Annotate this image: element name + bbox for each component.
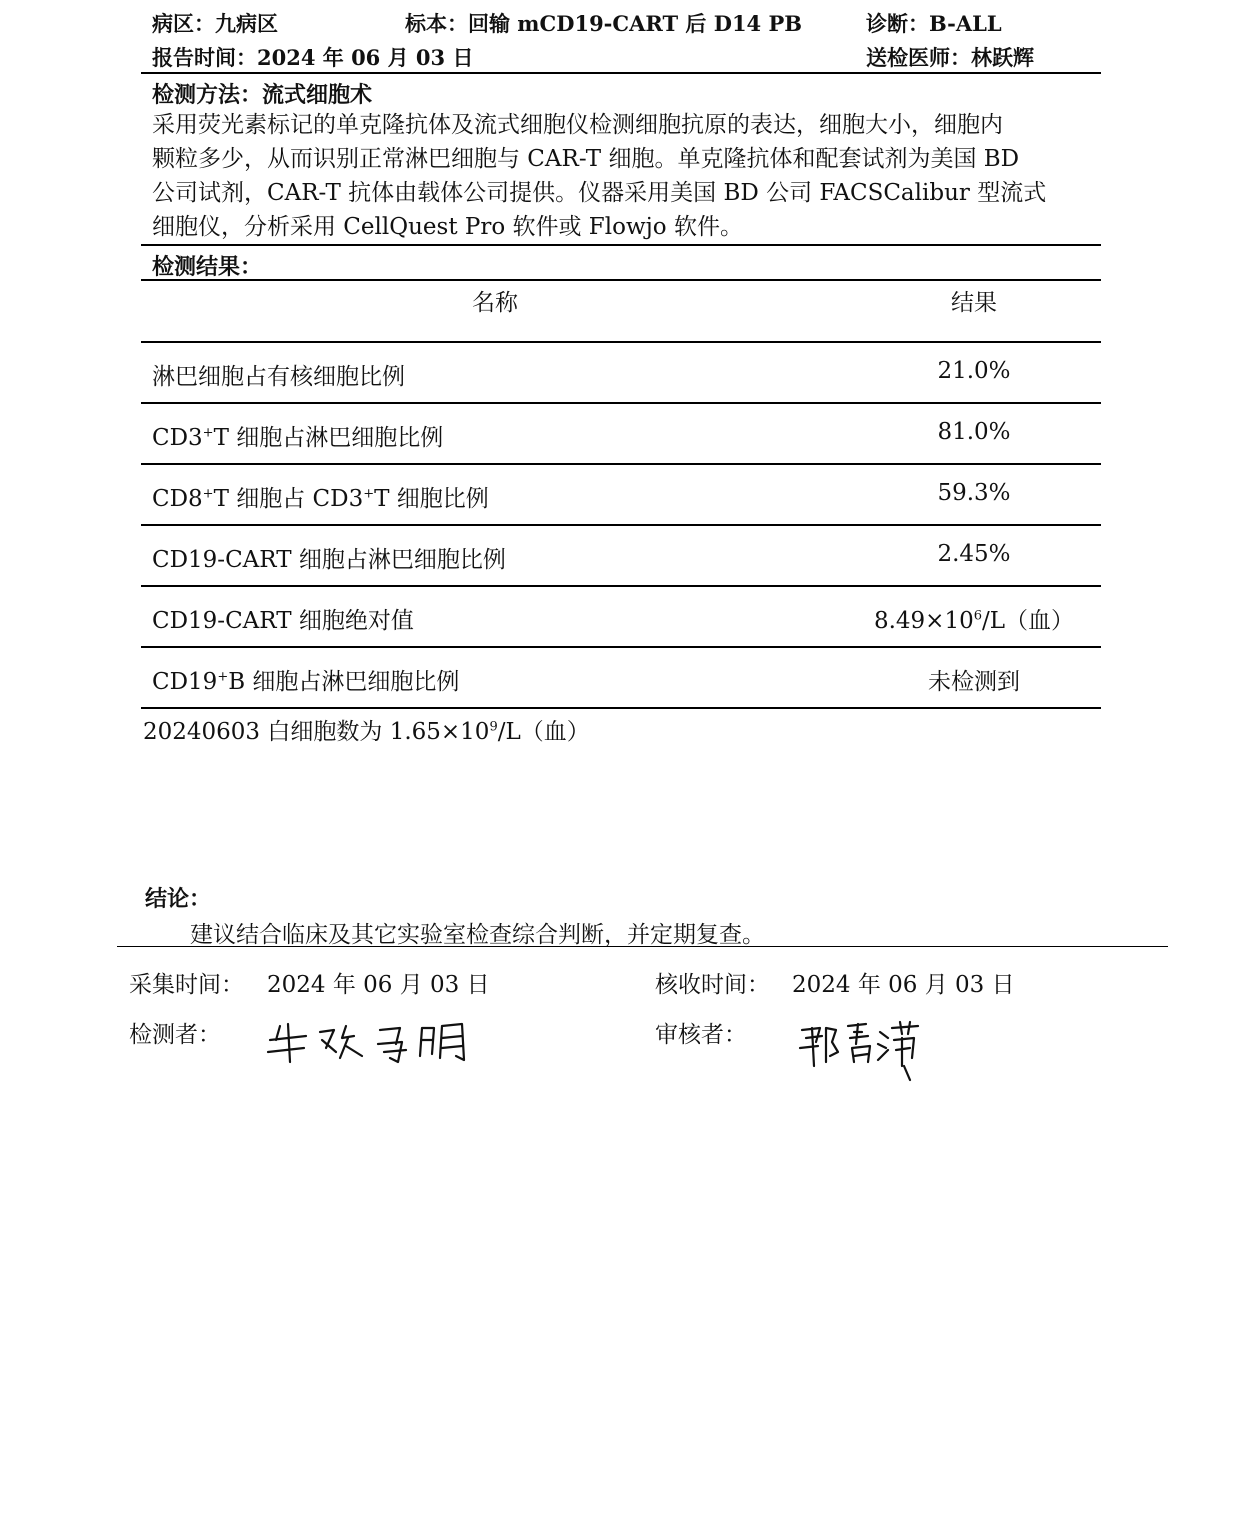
result-row-name bbox=[152, 358, 405, 391]
row-value-unit: /L（血） bbox=[982, 608, 1075, 634]
report-time bbox=[152, 42, 473, 72]
specimen-value: 回输 mCD19-CART 后 D14 PB bbox=[468, 11, 803, 36]
result-row-value bbox=[824, 663, 1124, 696]
row-divider bbox=[141, 463, 1101, 465]
table-header-divider bbox=[141, 341, 1101, 343]
result-row-value bbox=[824, 419, 1124, 445]
specimen-label: 标本： bbox=[405, 11, 468, 36]
reviewer-label: 审核者： bbox=[655, 1022, 747, 1048]
ward bbox=[152, 8, 278, 38]
diagnosis-label: 诊断： bbox=[866, 11, 929, 36]
row-value-text: 81.0% bbox=[937, 419, 1011, 445]
report-time-label: 报告时间： bbox=[152, 45, 257, 70]
superscript: 9 bbox=[489, 719, 498, 735]
tester-label: 检测者： bbox=[129, 1022, 221, 1048]
row-name-text: T 细胞占淋巴细胞比例 bbox=[213, 425, 444, 451]
wbc-note-unit: /L（血） bbox=[497, 719, 590, 745]
col-header-result: 结果 bbox=[951, 290, 997, 316]
row-divider bbox=[141, 646, 1101, 648]
table-bottom bbox=[141, 707, 1101, 709]
row-divider bbox=[141, 585, 1101, 587]
row-name-text: CD19-CART 细胞绝对值 bbox=[152, 608, 414, 634]
tester-signature bbox=[266, 1018, 481, 1068]
row-divider bbox=[141, 524, 1101, 526]
ward-label: 病区： bbox=[152, 11, 215, 36]
doctor-value: 林跃辉 bbox=[971, 45, 1034, 70]
method-divider bbox=[141, 244, 1101, 246]
row-name-text: CD3 bbox=[152, 425, 203, 451]
method-line-1: 采用荧光素标记的单克隆抗体及流式细胞仪检测细胞抗原的表达，细胞大小，细胞内 bbox=[152, 112, 1003, 138]
row-name-text: T 细胞比例 bbox=[374, 486, 489, 512]
row-value-text: 未检测到 bbox=[928, 669, 1020, 695]
receive-time-label: 核收时间： bbox=[655, 972, 770, 998]
result-row-value bbox=[824, 480, 1124, 506]
result-row-name bbox=[152, 480, 489, 513]
method-line-3: 公司试剂，CAR-T 抗体由载体公司提供。仪器采用美国 BD 公司 FACSCalibur 型流式 bbox=[152, 180, 1047, 206]
collect-time-label: 采集时间： bbox=[129, 972, 244, 998]
collect-time-value: 2024 年 06 月 03 日 bbox=[267, 972, 490, 998]
row-value-text: 2.45% bbox=[937, 541, 1011, 567]
row-name-text: CD8 bbox=[152, 486, 203, 512]
result-row-name bbox=[152, 602, 414, 635]
report-time-value: 2024 年 06 月 03 日 bbox=[257, 45, 474, 70]
row-name-text: B 细胞占淋巴细胞比例 bbox=[228, 669, 460, 695]
method-title: 检测方法：流式细胞术 bbox=[152, 82, 373, 108]
ward-value: 九病区 bbox=[215, 11, 278, 36]
method-line-2: 颗粒多少，从而识别正常淋巴细胞与 CAR-T 细胞。单克隆抗体和配套试剂为美国 BD bbox=[152, 146, 1020, 172]
row-name-text: 淋巴细胞占有核细胞比例 bbox=[152, 364, 405, 390]
diagnosis bbox=[866, 8, 1002, 38]
doctor-label: 送检医师： bbox=[866, 45, 971, 70]
superscript: + bbox=[363, 486, 375, 502]
row-divider bbox=[141, 402, 1101, 404]
row-value-text: 8.49×10 bbox=[873, 608, 974, 634]
result-row-value bbox=[824, 358, 1124, 384]
row-name-text: CD19-CART 细胞占淋巴细胞比例 bbox=[152, 547, 506, 573]
wbc-note bbox=[143, 713, 590, 746]
results-table-top bbox=[141, 279, 1101, 281]
specimen bbox=[405, 8, 802, 38]
result-row-value bbox=[824, 541, 1124, 567]
superscript: 6 bbox=[973, 608, 982, 624]
row-name-text: T 细胞占 CD3 bbox=[213, 486, 364, 512]
conclusion-title: 结论： bbox=[145, 886, 212, 912]
diagnosis-value: B-ALL bbox=[929, 11, 1002, 36]
row-value-text: 59.3% bbox=[937, 480, 1011, 506]
results-title: 检测结果： bbox=[152, 254, 263, 280]
requesting-doctor bbox=[866, 42, 1034, 72]
result-row-name bbox=[152, 419, 443, 452]
footer-divider bbox=[117, 946, 1168, 947]
wbc-note-text: 20240603 白细胞数为 1.65×10 bbox=[143, 719, 490, 745]
header-divider bbox=[141, 72, 1101, 74]
result-row-name bbox=[152, 541, 506, 574]
superscript: + bbox=[202, 486, 214, 502]
reviewer-signature bbox=[796, 1018, 926, 1084]
method-line-4: 细胞仪，分析采用 CellQuest Pro 软件或 Flowjo 软件。 bbox=[152, 214, 743, 240]
result-row-name bbox=[152, 663, 459, 696]
superscript: + bbox=[217, 669, 229, 685]
superscript: + bbox=[202, 425, 214, 441]
col-header-name: 名称 bbox=[472, 290, 518, 316]
conclusion-text: 建议结合临床及其它实验室检查综合判断，并定期复查。 bbox=[190, 922, 765, 948]
result-row-value bbox=[824, 602, 1124, 635]
receive-time-value: 2024 年 06 月 03 日 bbox=[792, 972, 1015, 998]
row-value-text: 21.0% bbox=[937, 358, 1011, 384]
row-name-text: CD19 bbox=[152, 669, 218, 695]
